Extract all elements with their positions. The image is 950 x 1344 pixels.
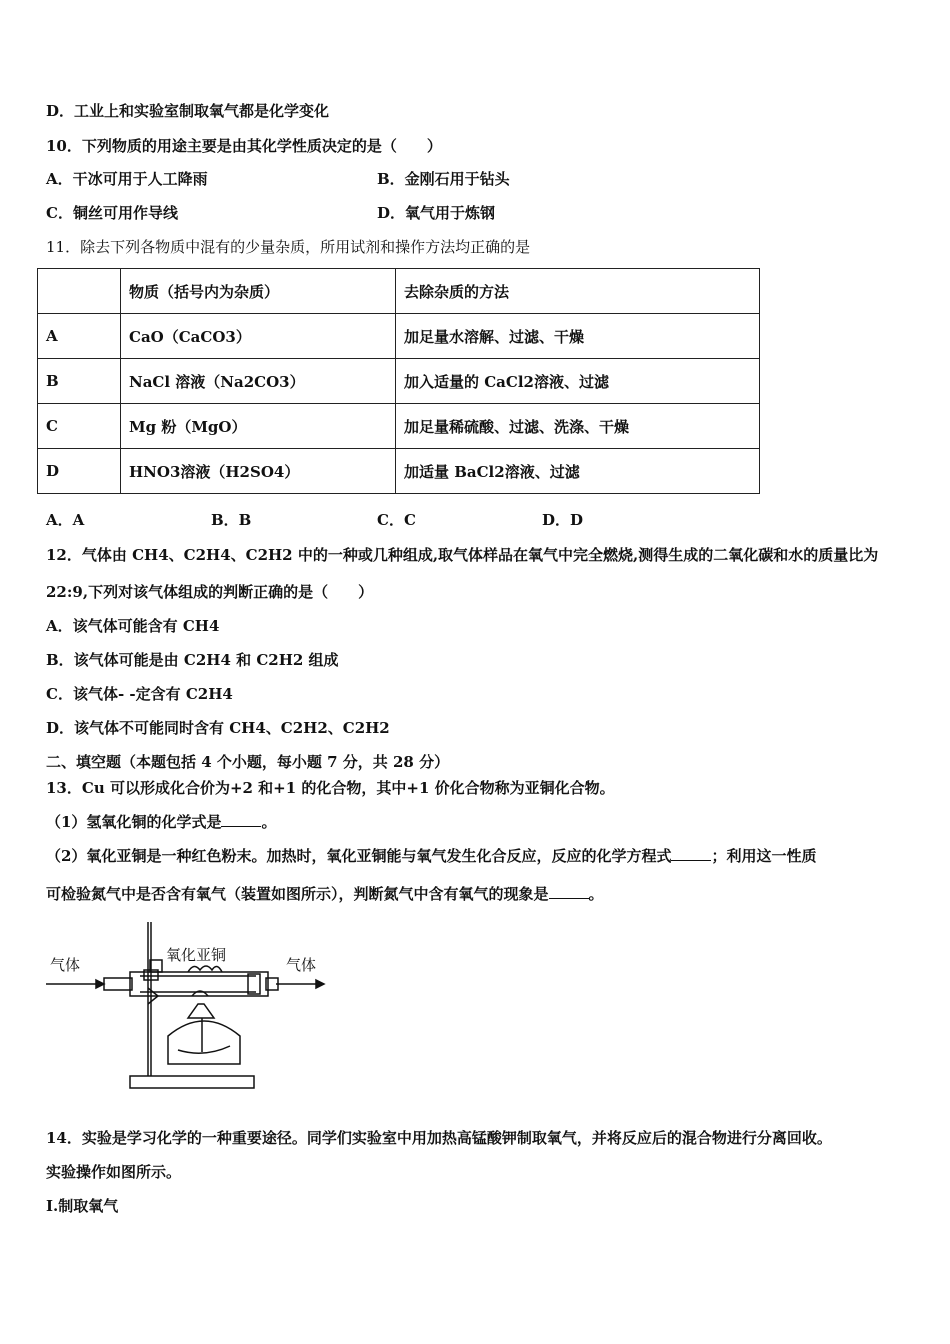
q11-stem: 11．除去下列各物质中混有的少量杂质，所用试剂和操作方法均正确的是: [46, 238, 531, 256]
table-row: [38, 359, 760, 404]
header-cell-method: 去除杂质的方法: [396, 269, 760, 314]
table-header-row: [38, 269, 760, 314]
row-method: 加足量水溶解、过滤、干燥: [396, 314, 760, 359]
table-row: [38, 449, 760, 494]
row-method: 加入适量的 CaCl2溶液、过滤: [396, 359, 760, 404]
q13-stem: 13．Cu 可以形成化合价为+2 和+1 的化合物，其中+1 价化合物称为亚铜化合物。: [46, 779, 615, 797]
q12-option-d: D．该气体不可能同时含有 CH4、C2H2、C2H2: [46, 719, 390, 737]
q12-option-a: A．该气体可能含有 CH4: [46, 617, 220, 635]
q12-stem-line2: 22:9,下列对该气体组成的判断正确的是（ ）: [46, 583, 374, 601]
table-row: [38, 404, 760, 449]
q10-option-c: C．铜丝可用作导线: [46, 204, 178, 222]
q13-part1: （1）氢氧化铜的化学式是 。: [46, 813, 277, 831]
answer-blank: [549, 884, 589, 899]
q14-stem-line2: 实验操作如图所示。: [46, 1163, 182, 1181]
q12-stem-line1: 12．气体由 CH4、C2H4、C2H2 中的一种或几种组成,取气体样品在氧气中完全燃烧,测得生成的二氧化碳和水的质量比为: [46, 546, 879, 564]
q10-option-d: D．氧气用于炼钢: [377, 204, 496, 222]
figure-label-cuprous-oxide: 氧化亚铜: [166, 946, 227, 964]
row-substance: CaO（CaCO3）: [121, 314, 396, 359]
header-cell-substance: 物质（括号内为杂质）: [121, 269, 396, 314]
q13-part2-text: （2）氧化亚铜是一种红色粉末。加热时，氧化亚铜能与氧气发生化合反应，反应的化学方程式: [46, 847, 672, 865]
row-substance: NaCl 溶液（Na2CO3）: [121, 359, 396, 404]
q11-table: [37, 268, 760, 494]
table-row: [38, 314, 760, 359]
q9-option-d: D．工业上和实验室制取氧气都是化学变化: [46, 102, 330, 120]
q10-option-b: B．金刚石用于钻头: [377, 170, 510, 188]
row-label: D: [38, 449, 121, 494]
answer-blank: [221, 812, 261, 827]
q11-option-b: B．B: [211, 511, 252, 529]
row-substance: Mg 粉（MgO）: [121, 404, 396, 449]
row-method: 加适量 BaCl2溶液、过滤: [396, 449, 760, 494]
q14-stem-line1: 14．实验是学习化学的一种重要途径。同学们实验室中用加热高锰酸钾制取氧气，并将反应后的混合物进行分离回收。: [46, 1129, 832, 1147]
q10-stem: 10．下列物质的用途主要是由其化学性质决定的是（ ）: [46, 137, 442, 155]
q10-option-a: A．干冰可用于人工降雨: [46, 170, 208, 188]
q13-part2-text-b: ；利用这一性质: [711, 847, 817, 865]
q13-part2-line1: [46, 846, 816, 866]
q11-option-d: D．D: [542, 511, 584, 529]
q13-part1-text: （1）氢氧化铜的化学式是: [46, 813, 222, 831]
apparatus-figure: [44, 918, 334, 1093]
section-2-heading: 二、填空题（本题包括 4 个小题，每小题 7 分，共 28 分）: [46, 753, 450, 771]
q11-option-a: A．A: [46, 511, 85, 529]
row-label: A: [38, 314, 121, 359]
q12-option-b: B．该气体可能是由 C2H4 和 C2H2 组成: [46, 651, 339, 669]
figure-label-gas-in: 气体: [50, 956, 81, 974]
answer-blank: [671, 846, 711, 861]
figure-label-gas-out: 气体: [286, 956, 317, 974]
row-substance: HNO3溶液（H2SO4）: [121, 449, 396, 494]
q13-part2-line2: 可检验氮气中是否含有氧气（装置如图所示），判断氮气中含有氧气的现象是 。: [46, 885, 604, 903]
q14-subheading: Ⅰ.制取氧气: [46, 1197, 119, 1215]
row-method: 加足量稀硫酸、过滤、洗涤、干燥: [396, 404, 760, 449]
q11-option-c: C．C: [377, 511, 416, 529]
row-label: C: [38, 404, 121, 449]
q13-part2-text2: 可检验氮气中是否含有氧气（装置如图所示），判断氮气中含有氧气的现象是: [46, 885, 549, 903]
row-label: B: [38, 359, 121, 404]
q12-option-c: C．该气体- -定含有 C2H4: [46, 685, 233, 703]
header-cell-label: [38, 269, 121, 314]
